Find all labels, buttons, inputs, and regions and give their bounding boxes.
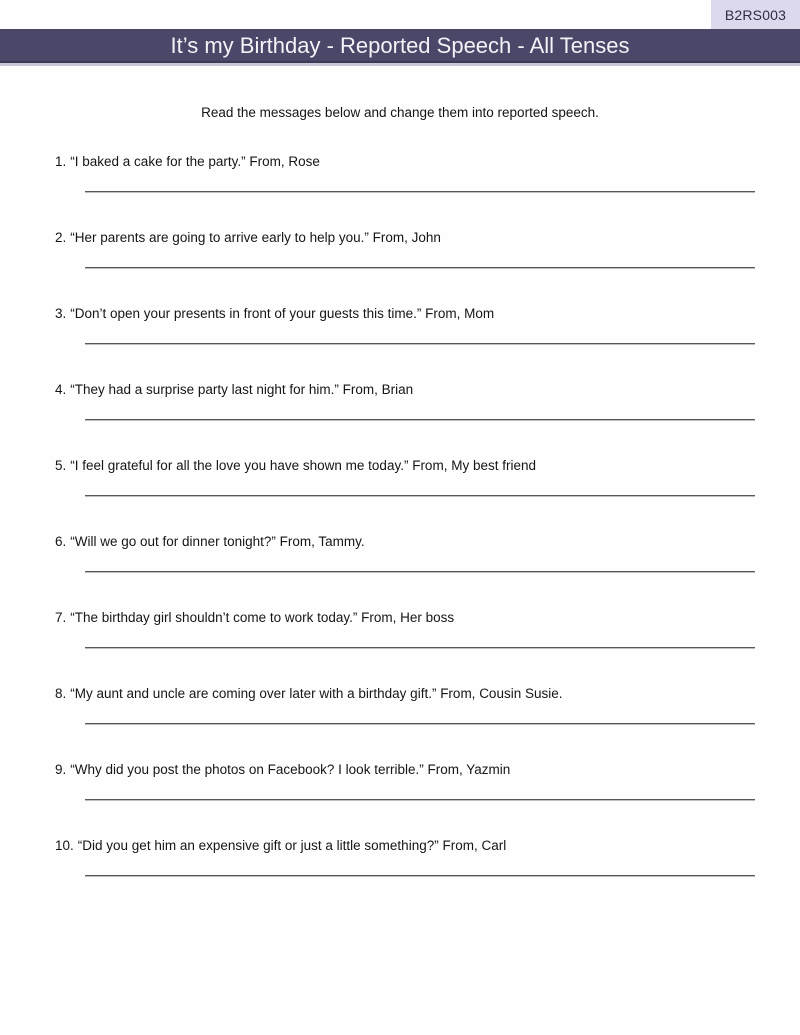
answer-line — [85, 571, 755, 573]
answer-line — [85, 647, 755, 649]
question-number: 5. — [55, 458, 67, 473]
question-number: 4. — [55, 382, 67, 397]
question-item — [0, 381, 800, 421]
question-text: “I feel grateful for all the love you have shown me today.” From, My best friend — [70, 458, 536, 473]
question-line — [55, 837, 745, 854]
answer-line — [85, 191, 755, 193]
question-line — [55, 153, 745, 170]
instruction-text: Read the messages below and change them into reported speech. — [201, 105, 599, 120]
question-line — [55, 381, 745, 398]
question-number: 7. — [55, 610, 67, 625]
question-item — [0, 533, 800, 573]
question-text: “Her parents are going to arrive early to help you.” From, John — [70, 230, 441, 245]
page-title: It’s my Birthday - Reported Speech - All Tenses — [170, 33, 630, 58]
title-bar — [0, 29, 800, 66]
question-number: 2. — [55, 230, 67, 245]
question-line — [55, 685, 745, 702]
question-line — [55, 229, 745, 246]
answer-line — [85, 799, 755, 801]
answer-line — [85, 723, 755, 725]
answer-line — [85, 495, 755, 497]
question-line — [55, 761, 745, 778]
question-item — [0, 761, 800, 801]
question-number: 1. — [55, 154, 67, 169]
question-line — [55, 533, 745, 550]
question-item — [0, 685, 800, 725]
question-number: 10. — [55, 838, 74, 853]
question-number: 6. — [55, 534, 67, 549]
question-line — [55, 305, 745, 322]
question-item — [0, 305, 800, 345]
question-line — [55, 609, 745, 626]
question-text: “Why did you post the photos on Facebook? I look terrible.” From, Yazmin — [70, 762, 511, 777]
question-text: “Did you get him an expensive gift or just a little something?” From, Carl — [77, 838, 507, 853]
question-text: “My aunt and uncle are coming over later with a birthday gift.” From, Cousin Susie. — [70, 686, 563, 701]
answer-line — [85, 343, 755, 345]
question-text: “The birthday girl shouldn’t come to work today.” From, Her boss — [70, 610, 455, 625]
worksheet-code: B2RS003 — [724, 6, 787, 23]
worksheet-body — [0, 69, 800, 913]
question-text: “Will we go out for dinner tonight?” From, Tammy. — [70, 534, 365, 549]
question-number: 8. — [55, 686, 67, 701]
question-item — [0, 229, 800, 269]
question-item — [0, 837, 800, 877]
question-line — [55, 457, 745, 474]
question-text: “Don’t open your presents in front of your guests this time.” From, Mom — [70, 306, 495, 321]
question-item — [0, 457, 800, 497]
worksheet-code-badge — [711, 0, 800, 29]
question-text: “They had a surprise party last night for him.” From, Brian — [70, 382, 414, 397]
answer-line — [85, 267, 755, 269]
answer-line — [85, 875, 755, 877]
answer-line — [85, 419, 755, 421]
question-item — [0, 153, 800, 193]
question-item — [0, 609, 800, 649]
question-number: 3. — [55, 306, 67, 321]
question-number: 9. — [55, 762, 67, 777]
question-text: “I baked a cake for the party.” From, Rose — [70, 154, 320, 169]
